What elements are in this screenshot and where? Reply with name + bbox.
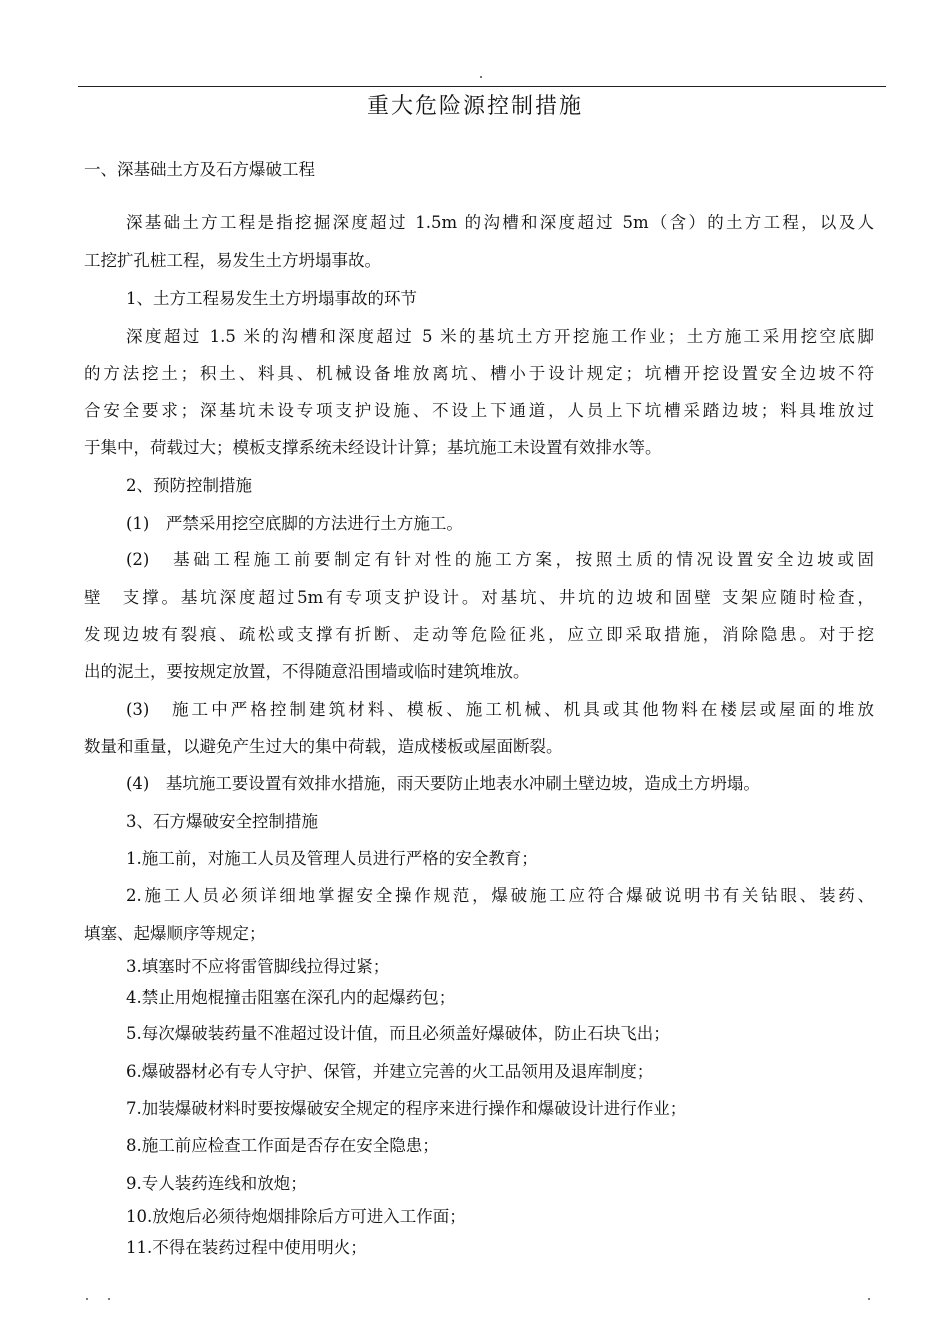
blast-item: 10.放炮后必须待炮烟排除后方可进入工作面；: [126, 1207, 466, 1226]
measure-item-3: (3) 施工中严格控制建筑材料、模板、施工机械、机具或其他物料在楼层或屋面的堆放: [126, 700, 874, 719]
header-rule: [78, 86, 886, 87]
paragraph-line: 于集中，荷载过大；模板支撑系统未经设计计算；基坑施工未设置有效排水等。: [84, 438, 662, 457]
blast-item: 6.爆破器材必有专人守护、保管，并建立完善的火工品领用及退库制度；: [126, 1062, 654, 1081]
paragraph-line: 发现边坡有裂痕、疏松或支撑有折断、走动等危险征兆，应立即采取措施，消除隐患。对于挖: [84, 625, 874, 644]
blast-item: 8.施工前应检查工作面是否存在安全隐患；: [126, 1136, 439, 1155]
page-title: 重大危险源控制措施: [366, 94, 583, 119]
blast-item: 4.禁止用炮棍撞击阻塞在深孔内的起爆药包；: [126, 988, 456, 1007]
blast-item: 2.施工人员必须详细地掌握安全操作规范，爆破施工应符合爆破说明书有关钻眼、装药、: [126, 886, 874, 905]
paragraph-line: 出的泥土，要按规定放置，不得随意沿围墙或临时建筑堆放。: [84, 662, 530, 681]
blast-item-continuation: 填塞、起爆顺序等规定；: [84, 924, 266, 943]
section-heading: 一、深基础土方及石方爆破工程: [84, 160, 315, 179]
subsection-heading-3: 3、石方爆破安全控制措施: [126, 812, 318, 831]
blast-item: 9.专人装药连线和放炮；: [126, 1174, 307, 1193]
paragraph-line: 壁 支撑。基坑深度超过5m有专项支护设计。对基坑、井坑的边坡和固壁 支架应随时检查，: [84, 588, 874, 607]
blast-item: 3.填塞时不应将雷管脚线拉得过紧；: [126, 957, 390, 976]
paragraph-line: 数量和重量，以避免产生过大的集中荷载，造成楼板或屋面断裂。: [84, 737, 563, 756]
intro-line-2: 工挖扩孔桩工程，易发生土方坍塌事故。: [84, 251, 381, 270]
measure-item-1: (1) 严禁采用挖空底脚的方法进行土方施工。: [126, 514, 463, 533]
blast-item: 7.加装爆破材料时要按爆破安全规定的程序来进行操作和爆破设计进行作业；: [126, 1099, 687, 1118]
header-dot: [480, 76, 482, 78]
measure-item-2: (2) 基础工程施工前要制定有针对性的施工方案，按照土质的情况设置安全边坡或固: [126, 550, 874, 569]
paragraph-line: 合安全要求；深基坑未设专项支护设施、不设上下通道，人员上下坑槽采踏边坡；料具堆放过: [84, 401, 874, 420]
footer-dots: [86, 1298, 876, 1302]
subsection-heading-2: 2、预防控制措施: [126, 476, 252, 495]
subsection-heading-1: 1、土方工程易发生土方坍塌事故的环节: [126, 289, 417, 308]
paragraph-line: 深度超过 1.5 米的沟槽和深度超过 5 米的基坑土方开挖施工作业；土方施工采用挖空底脚: [126, 327, 874, 346]
measure-item-4: (4) 基坑施工要设置有效排水措施，雨天要防止地表水冲刷土壁边坡，造成土方坍塌。: [126, 774, 760, 793]
intro-line-1: 深基础土方工程是指挖掘深度超过 1.5m 的沟槽和深度超过 5m（含）的土方工程，以及人: [126, 213, 874, 232]
blast-item: 11.不得在装药过程中使用明火；: [126, 1238, 367, 1257]
blast-item: 1.施工前，对施工人员及管理人员进行严格的安全教育；: [126, 849, 538, 868]
blast-item: 5.每次爆破装药量不准超过设计值，而且必须盖好爆破体，防止石块飞出；: [126, 1024, 670, 1043]
paragraph-line: 的方法挖土；积土、料具、机械设备堆放离坑、槽小于设计规定；坑槽开挖设置安全边坡不符: [84, 364, 874, 383]
